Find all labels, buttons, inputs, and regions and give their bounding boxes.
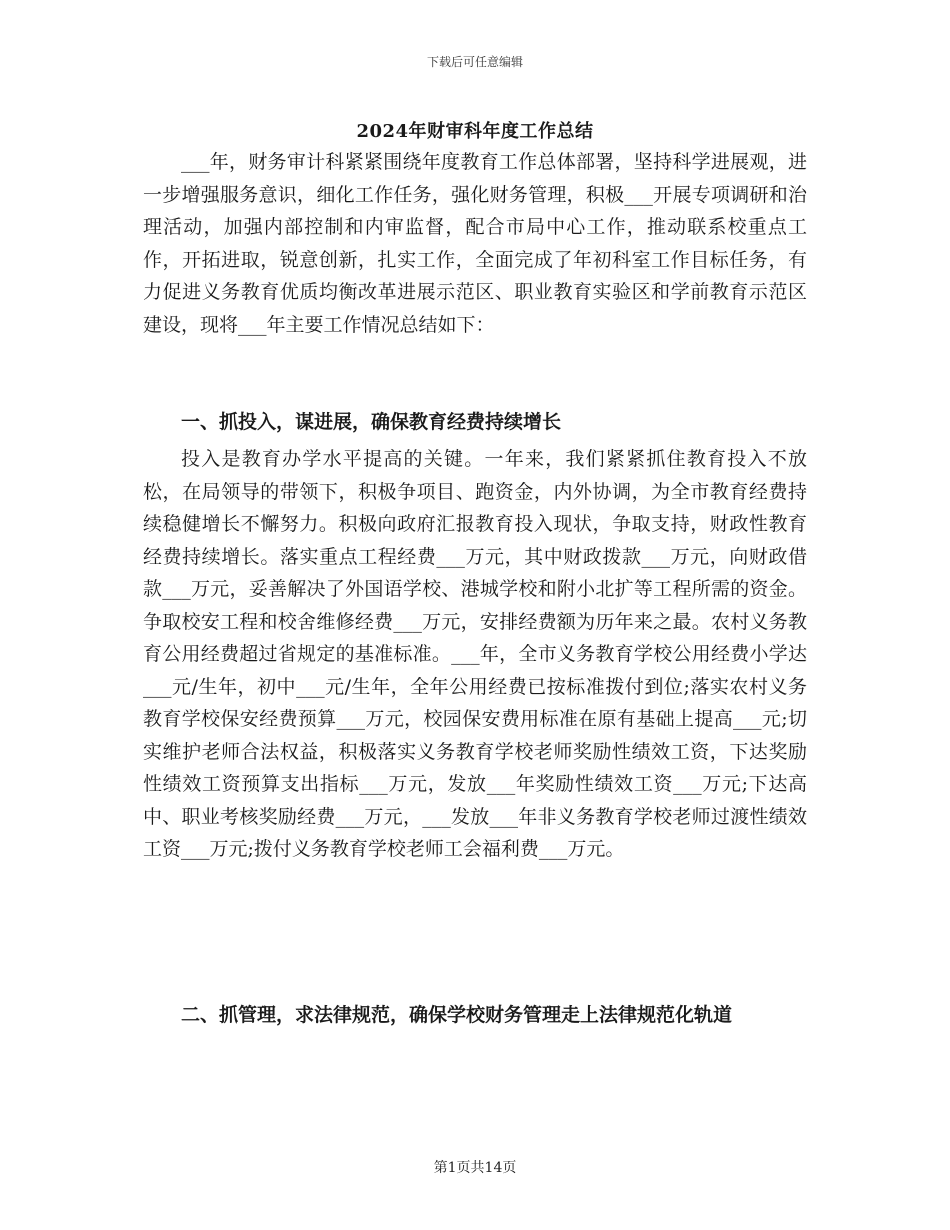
section-1-heading-block: [143, 406, 807, 439]
section-1-heading: 一、抓投入，谋进展，确保教育经费持续增长: [181, 411, 562, 433]
header-note: 下载后可任意编辑: [426, 55, 523, 69]
document-title: 2024年财审科年度工作总结: [356, 121, 594, 142]
intro-paragraph: ___年，财务审计科紧紧围绕年度教育工作总体部署，坚持科学进展观，进一步增强服务意识，细化工作任务，强化财务管理，积极___开展专项调研和治理活动，加强内部控制和内审监督，配合市局中心工作，推动联系校重点工作，开拓进取，锐意创新，扎实工作，全面完成了年初科室工作目标任务，有力促进义务教育优质均衡改革进展示范区、职业教育实验区和学前教育示范区建设，现将___年主要工作情况总结如下：: [143, 151, 807, 336]
section-2-heading: 二、抓管理，求法律规范，确保学校财务管理走上法律规范化轨道: [181, 1004, 733, 1026]
page-number: 第1页共14页: [433, 1160, 517, 1176]
intro-paragraph-block: [143, 146, 807, 341]
section-2-heading-block: [143, 997, 807, 1033]
section-1-body-block: [143, 443, 807, 866]
section-1-paragraph: 投入是教育办学水平提高的关键。一年来，我们紧紧抓住教育投入不放松，在局领导的带领下，积极争项目、跑资金，内外协调，为全市教育经费持续稳健增长不懈努力。积极向政府汇报教育投入现状，争取支持，财政性教育经费持续增长。落实重点工程经费___万元，其中财政拨款___万元，向财政借款___万元，妥善解决了外国语学校、港城学校和附小北扩等工程所需的资金。争取校安工程和校舍维修经费___万元，安排经费额为历年来之最。农村义务教育公用经费超过省规定的基准标准。___年，全市义务教育学校公用经费小学达___元/生年，初中___元/生年，全年公用经费已按标准拨付到位;落实农村义务教育学校保安经费预算___万元，校园保安费用标准在原有基础上提高___元;切实维护老师合法权益，积极落实义务教育学校老师奖励性绩效工资，下达奖励性绩效工资预算支出指标___万元，发放___年奖励性绩效工资___万元;下达高中、职业考核奖励经费___万元，___发放___年非义务教育学校老师过渡性绩效工资___万元;拨付义务教育学校老师工会福利费___万元。: [143, 448, 807, 860]
